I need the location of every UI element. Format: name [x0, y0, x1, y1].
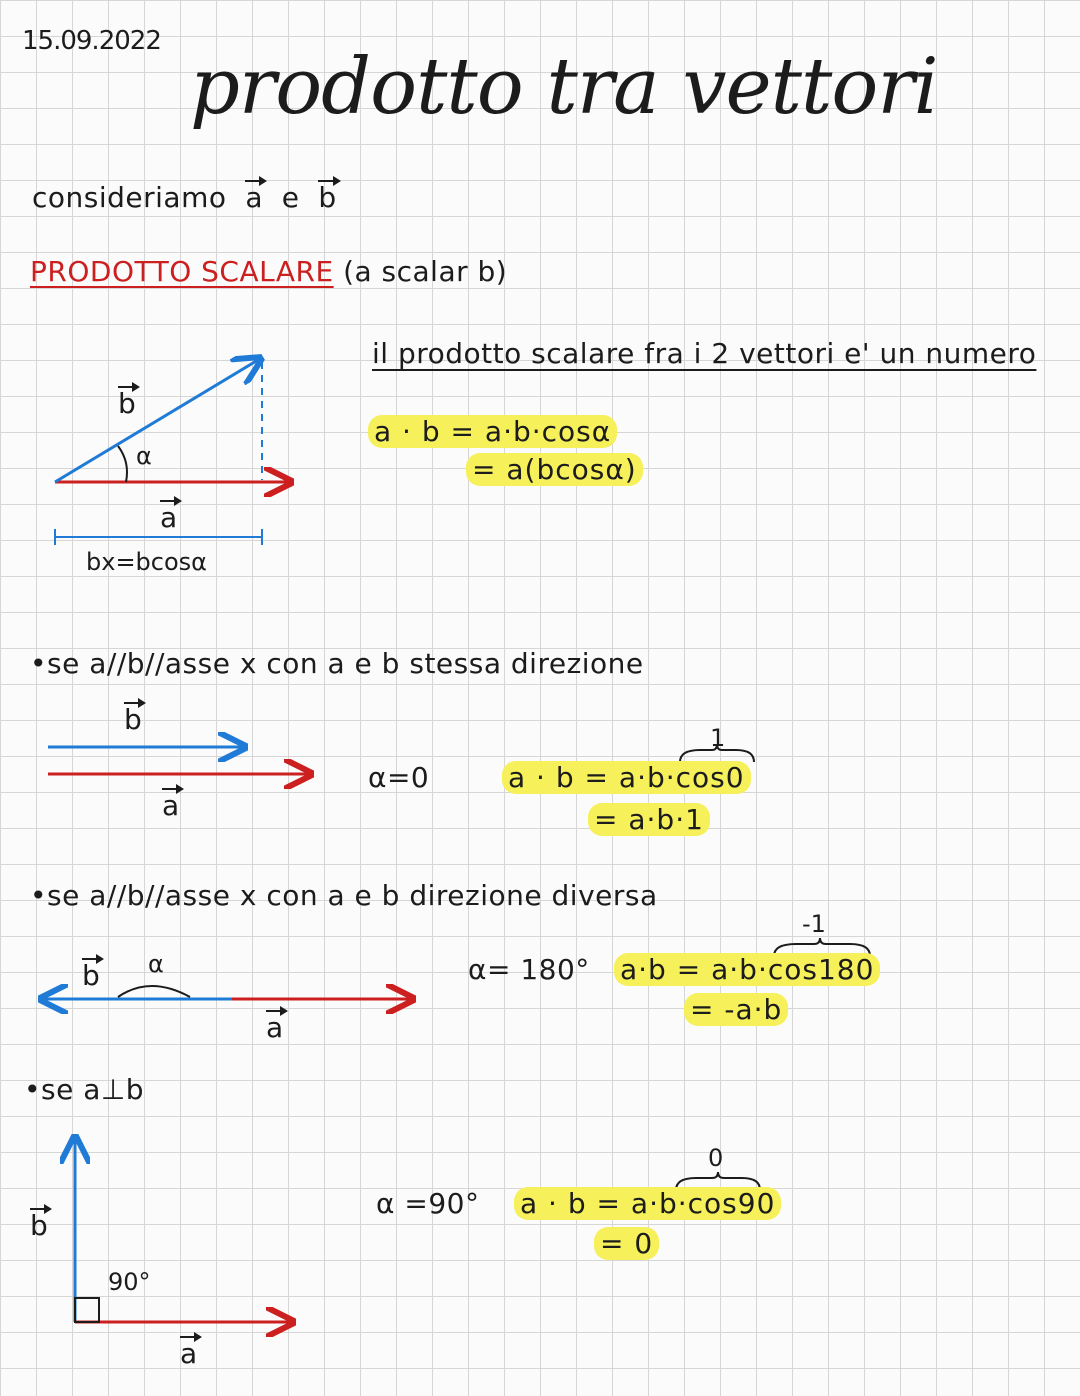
case3-label-b: b	[30, 1209, 49, 1242]
case2-formula	[614, 953, 880, 986]
main-formula-lhs: a · b	[374, 415, 441, 448]
intro-conjunction: e	[281, 181, 300, 214]
case2-heading: •se a//b//asse x con a e b direzione diversa	[30, 879, 658, 912]
projection-label: bx=bcosα	[86, 548, 207, 576]
case3-formula-rhs: = a·b·cos90	[596, 1187, 776, 1220]
main-formula-rhs: = a·b·cosα	[450, 415, 612, 448]
main-formula-2	[466, 453, 643, 486]
case2-angle-arc	[118, 986, 190, 997]
case2-label-a: a	[266, 1011, 284, 1044]
heading-red: PRODOTTO SCALARE	[30, 255, 334, 288]
main-formula-1	[368, 415, 617, 448]
case2-brace-value: -1	[802, 910, 826, 938]
case1-label-a: a	[162, 789, 180, 822]
case2-result: = -a·b	[684, 993, 788, 1026]
vector-a: a	[245, 181, 263, 214]
definition: il prodotto scalare fra i 2 vettori e' un numero	[372, 337, 1037, 370]
case2-label-alpha: α	[148, 950, 164, 978]
case3-heading: •se a⊥b	[24, 1073, 145, 1106]
case1-brace-value: 1	[710, 724, 726, 752]
case1-formula-rhs: = a·b·cos0	[584, 761, 745, 794]
main-formula-2-text: = a(bcosα)	[466, 453, 643, 486]
case3-angle: α =90°	[376, 1187, 480, 1220]
main-label-b: b	[118, 387, 137, 420]
date: 15.09.2022	[22, 26, 161, 56]
right-angle-mark	[75, 1298, 99, 1322]
case2-label-b: b	[82, 959, 101, 992]
page-title: prodotto tra vettori	[190, 42, 938, 132]
case3-brace-value: 0	[708, 1144, 724, 1172]
main-label-alpha: α	[136, 442, 152, 470]
case2-angle: α= 180°	[468, 953, 590, 986]
case1-angle: α=0	[368, 761, 430, 794]
case3-result: = 0	[594, 1227, 659, 1260]
case3-formula-lhs: a · b	[520, 1187, 587, 1220]
vector-b: b	[318, 181, 337, 214]
angle-arc	[118, 446, 127, 482]
case1-formula	[502, 761, 751, 794]
case1-heading: •se a//b//asse x con a e b stessa direzione	[30, 647, 644, 680]
case1-result: = a·b·1	[588, 803, 710, 836]
heading-rest: (a scalar b)	[343, 255, 508, 288]
vector-b-arrow	[55, 360, 258, 482]
case3-formula	[514, 1187, 781, 1220]
case1-label-b: b	[124, 703, 143, 736]
case3-label-a: a	[180, 1337, 198, 1370]
case2-formula-lhs: a·b	[620, 953, 667, 986]
intro-text: consideriamo	[32, 181, 227, 214]
case1-formula-lhs: a · b	[508, 761, 575, 794]
main-label-a: a	[160, 501, 178, 534]
case3-label-angle: 90°	[108, 1268, 151, 1296]
case2-formula-rhs: = a·b·cos180	[676, 953, 875, 986]
